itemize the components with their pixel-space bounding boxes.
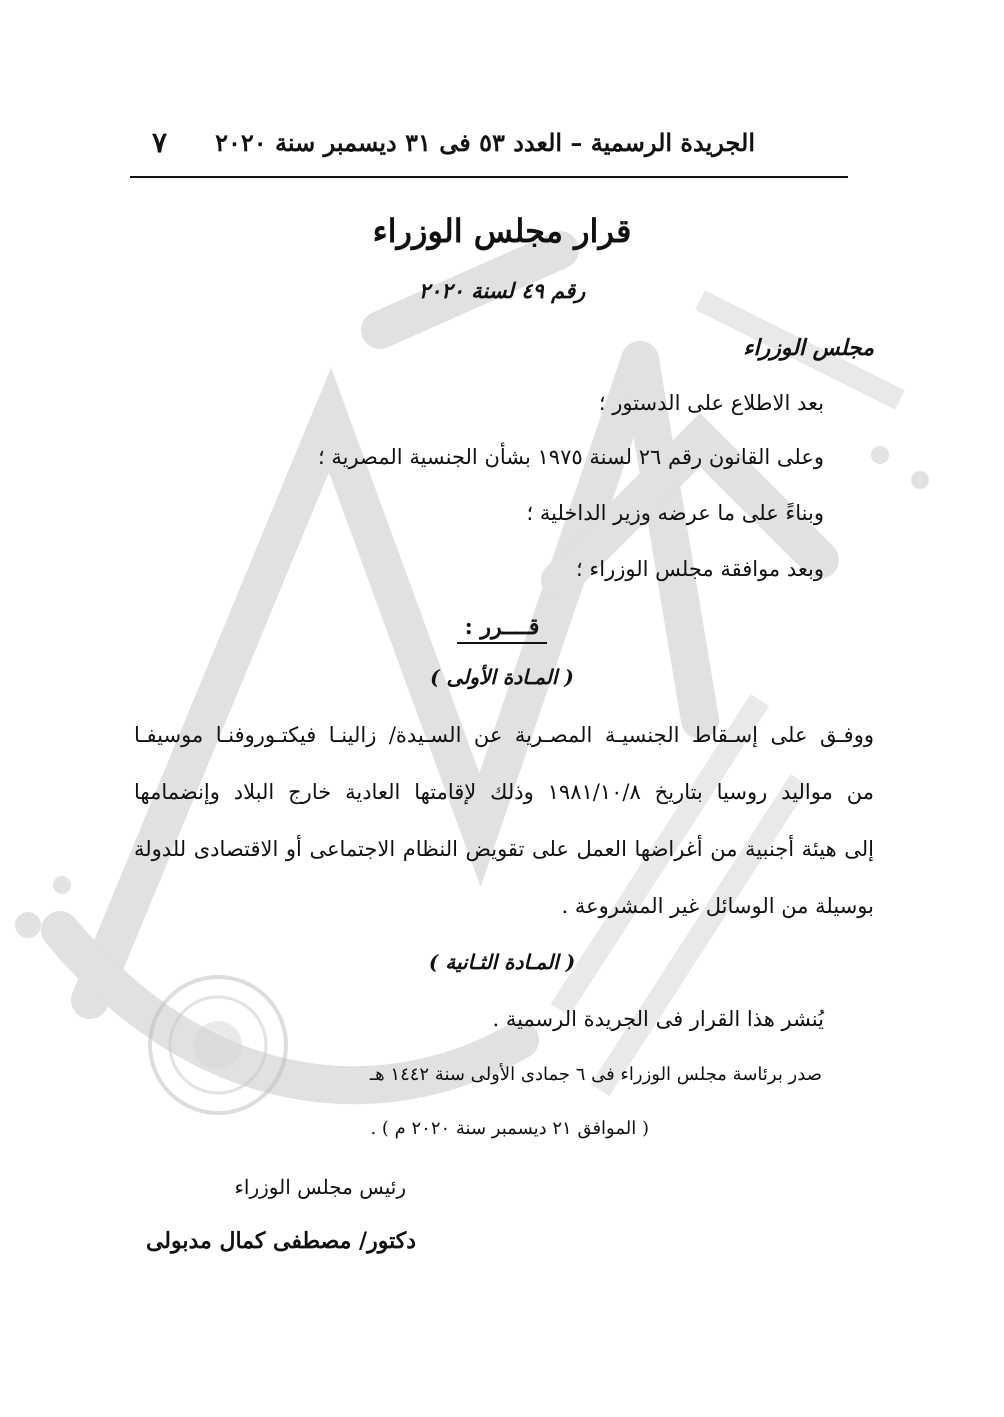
gazette-issue-title: الجريدة الرسمية – العدد ٥٣ فى ٣١ ديسمبر سنة ٢٠٢٠ [215, 128, 755, 157]
signatory-title: رئيس مجلس الوزراء [234, 1175, 406, 1199]
preamble-line: وبناءً على ما عرضه وزير الداخلية ؛ [526, 501, 824, 525]
article-1-line: ووفـق على إسـقاط الجنسيـة المصـرية عن السـيدة/ زالينـا فيكتـوروفنـا موسيفـا [134, 723, 874, 747]
preamble-line: بعد الاطلاع على الدستور ؛ [598, 391, 824, 415]
issued-line: صدر برئاسة مجلس الوزراء فى ٦ جمادى الأولى سنة ١٤٤٢ هـ [369, 1064, 822, 1085]
signatory-name: دكتور/ مصطفى كمال مدبولى [145, 1228, 416, 1254]
seal-icon [150, 977, 286, 1113]
decree-number: رقم ٤٩ لسنة ٢٠٢٠ [418, 278, 586, 303]
article-2-heading: ( المـادة الثـانية ) [428, 950, 576, 974]
article-1-line: من مواليد روسيا بتاريخ ١٩٨١/١٠/٨ وذلك لإقامتها العادية خارج البلاد وإنضمامها [134, 780, 874, 804]
article-1-line: بوسيلة من الوسائل غير المشروعة . [561, 894, 874, 918]
decree-title: قرار مجلس الوزراء [372, 212, 632, 250]
page-header [130, 128, 755, 164]
header-divider [130, 176, 848, 178]
page-number: ٧ [152, 126, 168, 159]
article-2-text: يُنشر هذا القرار فى الجريدة الرسمية . [492, 1007, 824, 1031]
article-1-line: إلى هيئة أجنبية من أغراضها العمل على تقويض النظام الاجتماعى أو الاقتصادى للدولة [134, 837, 874, 861]
preamble-line: وعلى القانون رقم ٢٦ لسنة ١٩٧٥ بشأن الجنسية المصرية ؛ [318, 445, 824, 469]
issued-date: ( الموافق ٢١ ديسمبر سنة ٢٠٢٠ م ) . [370, 1118, 649, 1139]
issuer-heading: مجلس الوزراء [743, 335, 874, 361]
decided-label: قــــرر : [0, 614, 1004, 644]
article-1-heading: ( المـادة الأولى ) [430, 665, 574, 689]
preamble-line: وبعد موافقة مجلس الوزراء ؛ [576, 557, 824, 581]
